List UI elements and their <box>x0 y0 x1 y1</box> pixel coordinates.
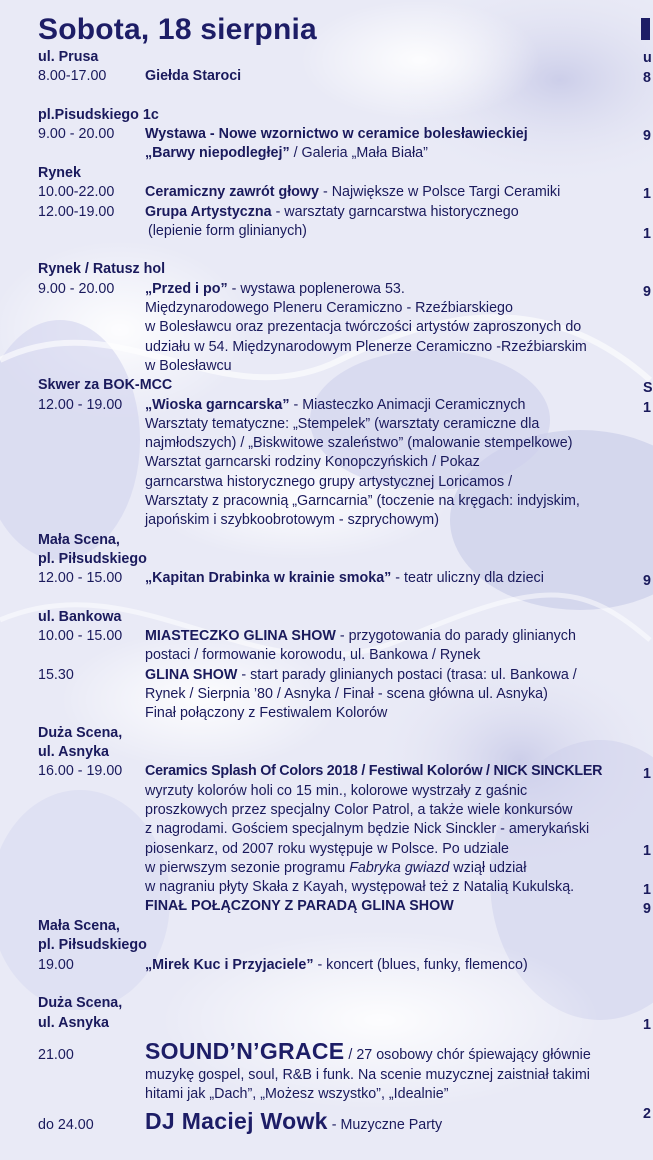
event-detail: (lepienie form glinianych) <box>148 223 307 239</box>
event-time: 10.00-22.00 <box>38 184 115 200</box>
event-title: Wystawa - Nowe wzornictwo w ceramice bolesławieckiej <box>145 126 528 142</box>
event-detail-part: wziął udział <box>449 860 527 876</box>
event-detail: wyrzuty kolorów holi co 15 min., kolorowe wystrzały z gaśnic <box>145 783 528 799</box>
event-detail: garncarstwa historycznego grupy artystycznej Loricamos / <box>145 474 513 490</box>
event-description <box>145 569 544 589</box>
event-title: „Barwy niepodległej” <box>145 145 290 161</box>
event-detail: japońskim i szybkoobrotowym - szprychowym) <box>145 512 439 528</box>
event-headliner: SOUND’N’GRACE <box>145 1038 345 1064</box>
location-label: ul. Asnyka <box>38 744 109 760</box>
event-description <box>145 666 577 686</box>
event-description <box>145 203 519 223</box>
event-headliner: DJ Maciej Wowk <box>145 1108 328 1134</box>
event-detail: w nagraniu płyty Skała z Kayah, występował też z Natalią Kukulską. <box>145 879 575 895</box>
event-title: Ceramiczny zawrót głowy <box>145 184 319 200</box>
event-time: 9.00 - 20.00 <box>38 126 115 142</box>
location-label: pl. Piłsudskiego <box>38 937 147 953</box>
event-time: 12.00-19.00 <box>38 204 115 220</box>
next-column-fragment: S <box>643 380 653 396</box>
event-detail: Rynek / Sierpnia ’80 / Asnyka / Finał - scena główna ul. Asnyka) <box>145 686 548 702</box>
event-description <box>145 183 560 203</box>
location-label: ul. Bankowa <box>38 609 122 625</box>
event-title: „Kapitan Drabinka w krainie smoka” <box>145 570 392 586</box>
event-time: 8.00-17.00 <box>38 68 107 84</box>
event-description <box>145 280 405 300</box>
event-detail: - Muzyczne Party <box>327 1117 443 1133</box>
event-time: 16.00 - 19.00 <box>38 763 123 779</box>
event-description <box>145 627 576 647</box>
next-column-fragment: 1 <box>643 882 651 898</box>
event-description <box>145 956 528 976</box>
event-detail: proszkowych przez specjalny Color Patrol, a także wiele konkursów <box>145 802 573 818</box>
event-title: „Mirek Kuc i Przyjaciele” <box>145 957 314 973</box>
event-detail: - warsztaty garncarstwa historycznego <box>271 204 519 220</box>
event-detail <box>145 859 526 879</box>
next-column-fragment: u <box>643 50 652 66</box>
event-detail: / 27 osobowy chór śpiewający głównie <box>344 1047 591 1063</box>
event-detail: Warsztat garncarski rodziny Konopczyńskich / Pokaz <box>145 454 480 470</box>
location-label: pl. Piłsudskiego <box>38 551 147 567</box>
event-detail: Warsztaty tematyczne: „Stempelek” (warsztaty ceramiczne dla <box>145 416 540 432</box>
next-column-fragment: 1 <box>643 1017 651 1033</box>
location-label: Skwer za BOK-MCC <box>38 377 173 393</box>
location-label: Mała Scena, <box>38 532 120 548</box>
next-column-fragment: 8 <box>643 70 651 86</box>
event-detail: Międzynarodowego Pleneru Ceramiczno - Rzeźbiarskiego <box>145 300 513 316</box>
tv-show-name: Fabryka gwiazd <box>349 860 450 876</box>
next-column-title-fragment <box>641 18 650 40</box>
event-title: „Wioska garncarska” <box>145 397 290 413</box>
event-finale-note: FINAŁ POŁĄCZONY Z PARADĄ GLINA SHOW <box>145 898 454 914</box>
event-time: 12.00 - 15.00 <box>38 570 123 586</box>
event-time: 12.00 - 19.00 <box>38 397 123 413</box>
page-title: Sobota, 18 sierpnia <box>38 13 317 46</box>
event-detail: - koncert (blues, funky, flemenco) <box>313 957 528 973</box>
event-detail: - Największe w Polsce Targi Ceramiki <box>319 184 561 200</box>
event-description <box>145 144 428 164</box>
event-title: „Przed i po” <box>145 281 228 297</box>
next-column-fragment: 1 <box>643 843 651 859</box>
location-label: Duża Scena, <box>38 995 123 1011</box>
next-column-fragment: 1 <box>643 226 651 242</box>
event-detail: Finał połączony z Festiwalem Kolorów <box>145 705 388 721</box>
event-time: 10.00 - 15.00 <box>38 628 123 644</box>
location-label: Rynek / Ratusz hol <box>38 261 166 277</box>
next-column-fragment: 9 <box>643 128 651 144</box>
event-detail: z nagrodami. Gościem specjalnym będzie Nick Sinckler - amerykański <box>145 821 590 837</box>
event-detail: w Bolesławcu <box>145 358 232 374</box>
event-time: do 24.00 <box>38 1117 94 1133</box>
next-column-fragment: 1 <box>643 400 651 416</box>
location-label: Mała Scena, <box>38 918 120 934</box>
event-time: 9.00 - 20.00 <box>38 281 115 297</box>
next-column-fragment: 1 <box>643 766 651 782</box>
next-column-fragment: 9 <box>643 284 651 300</box>
event-title: MIASTECZKO GLINA SHOW <box>145 628 336 644</box>
next-column-fragment: 9 <box>643 901 651 917</box>
event-detail: postaci / formowanie korowodu, ul. Bankowa / Rynek <box>145 647 481 663</box>
event-detail: - przygotowania do parady glinianych <box>335 628 576 644</box>
next-column-fragment: 9 <box>643 573 651 589</box>
event-detail: - teatr uliczny dla dzieci <box>391 570 544 586</box>
event-description <box>145 396 525 416</box>
event-detail: udziału w 54. Międzynarodowym Plenerze Ceramiczno -Rzeźbiarskim <box>145 339 587 355</box>
event-detail: - Miasteczko Animacji Ceramicznych <box>289 397 526 413</box>
event-time: 19.00 <box>38 957 74 973</box>
location-label: ul. Asnyka <box>38 1015 109 1031</box>
location-label: pl.Pisudskiego 1c <box>38 107 159 123</box>
event-time: 15.30 <box>38 667 74 683</box>
next-column-fragment: 2 <box>643 1106 651 1122</box>
event-detail: - wystawa poplenerowa 53. <box>227 281 405 297</box>
event-title: Giełda Staroci <box>145 68 242 84</box>
location-label: ul. Prusa <box>38 49 99 65</box>
event-detail-part: w pierwszym sezonie programu <box>145 860 350 876</box>
event-detail: piosenkarz, od 2007 roku występuje w Polsce. Po udziale <box>145 841 509 857</box>
event-detail: muzykę gospel, soul, R&B i funk. Na scenie muzycznej zaistniał takimi <box>145 1067 590 1083</box>
next-column-fragment: 1 <box>643 186 651 202</box>
event-venue: / Galeria „Mała Biała” <box>289 145 428 161</box>
event-detail: - start parady glinianych postaci (trasa: ul. Bankowa / <box>237 667 577 683</box>
event-detail: najmłodszych) / „Biskwitowe szaleństwo” (malowanie stempelkowe) <box>145 435 573 451</box>
event-time: 21.00 <box>38 1047 74 1063</box>
event-detail: Warsztaty z pracownią „Garncarnia” (toczenie na kręgach: indyjskim, <box>145 493 580 509</box>
event-description <box>145 1036 591 1070</box>
event-detail: hitami jak „Dach”, „Możesz wszystko”, „Idealnie” <box>145 1086 449 1102</box>
event-title: Ceramics Splash Of Colors 2018 / Festiwal Kolorów / NICK SINCKLER <box>145 763 603 779</box>
location-label: Rynek <box>38 165 81 181</box>
location-label: Duża Scena, <box>38 725 123 741</box>
event-detail: w Bolesławcu oraz prezentacja twórczości artystów zaproszonych do <box>145 319 582 335</box>
event-description <box>145 1106 442 1140</box>
event-title: Grupa Artystyczna <box>145 204 272 220</box>
event-title: GLINA SHOW <box>145 667 238 683</box>
